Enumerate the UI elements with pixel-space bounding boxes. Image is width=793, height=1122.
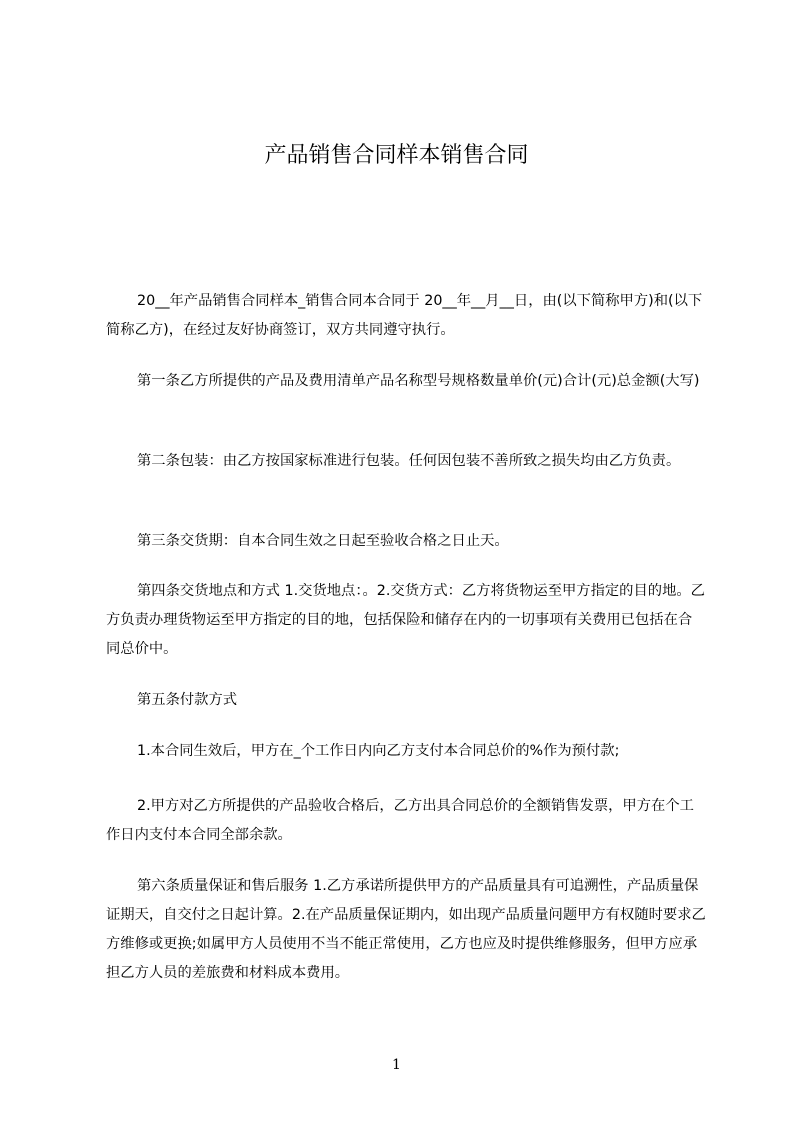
paragraph-article-4: 第四条交货地点和方式 1.交货地点：。2.交货方式：乙方将货物运至甲方指定的目的地。乙方负责办理货物运至甲方指定的目的地，包括保险和储存在内的一切事项有关费用已包括在合同总价中。 [106, 583, 705, 657]
paragraph-article-6: 第六条质量保证和售后服务 1.乙方承诺所提供甲方的产品质量具有可追溯性，产品质量保证期天，自交付之日起计算。2.在产品质量保证期内，如出现产品质量问题甲方有权随时要求乙方维修或更换;如属甲方人员使用不当不能正常使用，乙方也应及时提供维修服务，但甲方应承担乙方人员的差旅费和材料成本费用。 [106, 878, 706, 981]
paragraph-article-3: 第三条交货期：自本合同生效之日起至验收合格之日止天。 [137, 533, 509, 549]
paragraph-article-2: 第二条包装：由乙方按国家标准进行包装。任何因包装不善所致之损失均由乙方负责。 [137, 453, 681, 469]
paragraph-article-5-item-1: 1.本合同生效后，甲方在_个工作日内向乙方支付本合同总价的%作为预付款; [137, 743, 620, 759]
paragraph-article-1: 第一条乙方所提供的产品及费用清单产品名称型号规格数量单价(元)合计(元)总金额(大写) [137, 373, 700, 389]
paragraph-preamble: 20__年产品销售合同样本_销售合同本合同于 20__年__月__日，由(以下简称甲方)和(以下简称乙方)，在经过友好协商签订，双方共同遵守执行。 [106, 293, 703, 338]
document-title: 产品销售合同样本销售合同 [264, 143, 529, 168]
paragraph-article-5-heading: 第五条付款方式 [137, 692, 238, 708]
paragraph-article-5-item-2: 2.甲方对乙方所提供的产品验收合格后，乙方出具合同总价的全额销售发票，甲方在个工作日内支付本合同全部余款。 [106, 798, 694, 843]
page-number: 1 [392, 1057, 401, 1073]
